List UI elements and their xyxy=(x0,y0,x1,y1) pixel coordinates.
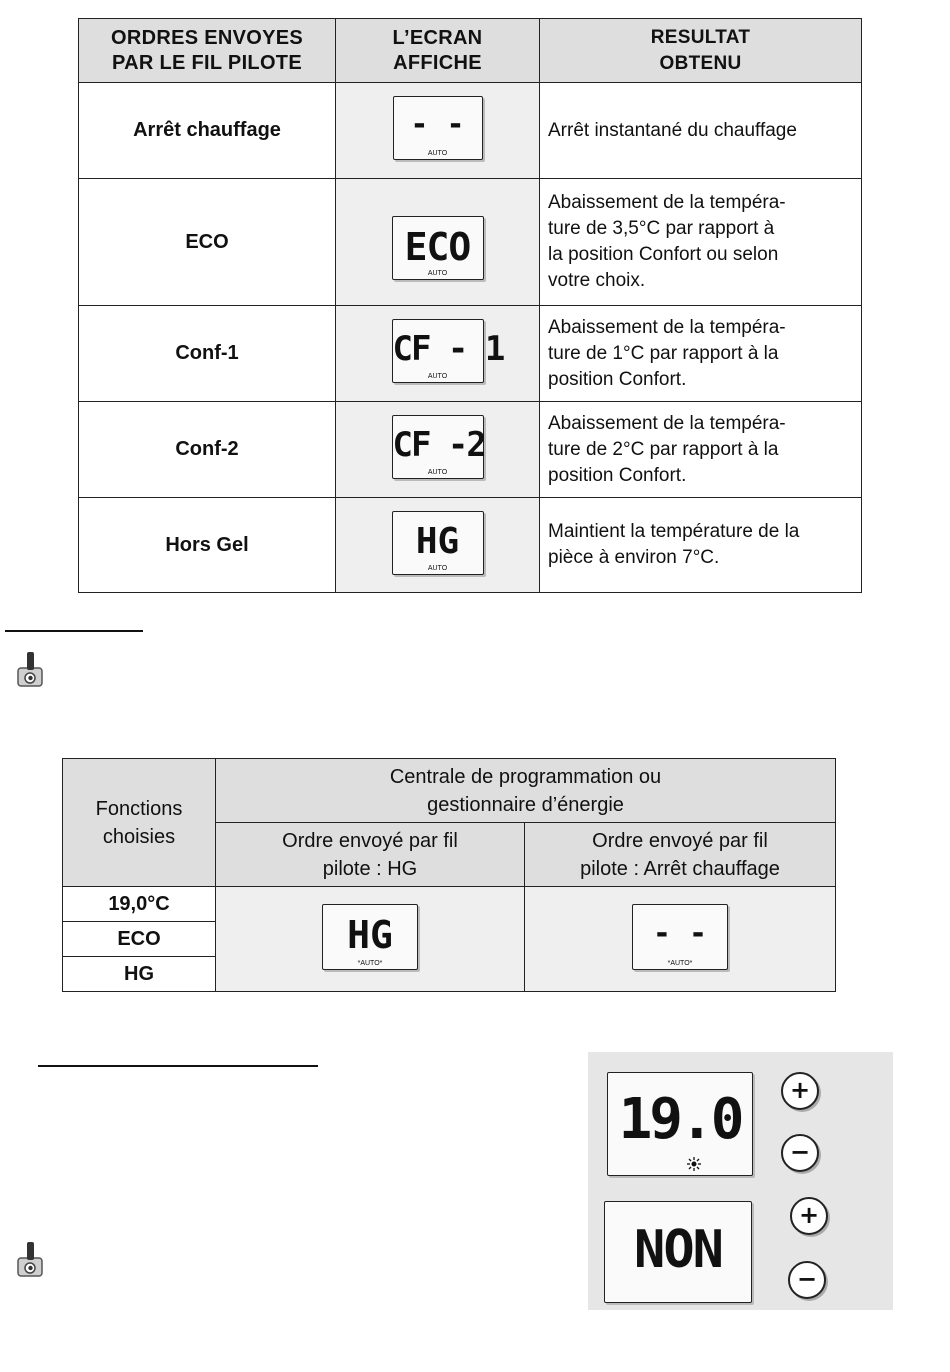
order-label: Arrêt chauffage xyxy=(79,83,336,179)
header-screen: L’ECRAN AFFICHE xyxy=(336,19,540,83)
lcd-auto-label: *AUTO* xyxy=(357,959,383,967)
sun-icon xyxy=(687,1157,701,1171)
functions-table xyxy=(62,758,836,992)
lcd-screen xyxy=(392,511,484,575)
table-row xyxy=(79,83,862,179)
screen-cell xyxy=(336,402,540,498)
thermostat-panel xyxy=(588,1052,893,1310)
table-row xyxy=(79,179,862,306)
function-value: ECO xyxy=(63,922,216,957)
screen-cell xyxy=(216,887,525,992)
lcd-auto-label: *AUTO* xyxy=(667,959,693,967)
section-underline xyxy=(5,630,143,632)
order-label: Conf-1 xyxy=(79,306,336,402)
order-label: ECO xyxy=(79,179,336,306)
lcd-screen xyxy=(322,904,418,970)
lcd-auto-label: AUTO xyxy=(427,373,448,380)
warning-icon xyxy=(16,1240,46,1278)
header-result: RESULTAT OBTENU xyxy=(540,19,862,83)
minus-button[interactable]: − xyxy=(781,1134,819,1172)
order-label: Conf-2 xyxy=(79,402,336,498)
lcd-text: - - xyxy=(652,915,708,951)
result-text: Abaissement de la tempéra- ture de 3,5°C par rapport à la position Confort ou selon votre choix. xyxy=(540,179,862,306)
plus-button[interactable]: + xyxy=(790,1197,828,1235)
header-order-hg: Ordre envoyé par fil pilote : HG xyxy=(216,823,525,887)
lcd-auto-label: AUTO xyxy=(427,564,448,572)
lcd-screen xyxy=(632,904,728,970)
lcd-screen xyxy=(392,415,484,479)
screen-cell xyxy=(336,179,540,306)
lcd-text: HG xyxy=(347,912,393,957)
display-text: 19.0 xyxy=(618,1087,742,1152)
table-row xyxy=(79,498,862,593)
header-programming-unit: Centrale de programmation ou gestionnaire d’énergie xyxy=(216,759,836,823)
screen-cell xyxy=(336,83,540,179)
lcd-screen xyxy=(392,216,484,280)
fil-pilote-orders-table xyxy=(78,18,862,593)
mode-display xyxy=(604,1201,752,1303)
lcd-text: CF - 1 xyxy=(392,329,504,369)
warning-icon xyxy=(16,650,46,688)
lcd-text: HG xyxy=(415,520,460,562)
header-functions: Fonctions choisies xyxy=(63,759,216,887)
lcd-auto-label: AUTO xyxy=(427,150,448,157)
minus-button[interactable]: − xyxy=(788,1261,826,1299)
function-value: 19,0°C xyxy=(63,887,216,922)
screen-cell xyxy=(525,887,836,992)
plus-button[interactable]: + xyxy=(781,1072,819,1110)
lcd-text: CF -2 xyxy=(392,425,485,465)
header-orders: ORDRES ENVOYES PAR LE FIL PILOTE xyxy=(79,19,336,83)
lcd-auto-label: AUTO xyxy=(427,469,448,476)
table-row xyxy=(79,402,862,498)
display-text: NON xyxy=(634,1220,722,1280)
result-text: Arrêt instantané du chauffage xyxy=(540,83,862,179)
table-row xyxy=(79,306,862,402)
result-text: Maintient la température de la pièce à environ 7°C. xyxy=(540,498,862,593)
result-text: Abaissement de la tempéra- ture de 2°C par rapport à la position Confort. xyxy=(540,402,862,498)
lcd-screen xyxy=(393,96,483,160)
header-order-stop: Ordre envoyé par fil pilote : Arrêt chauffage xyxy=(525,823,836,887)
lcd-text: - - xyxy=(410,107,465,142)
order-label: Hors Gel xyxy=(79,498,336,593)
result-text: Abaissement de la tempéra- ture de 1°C par rapport à la position Confort. xyxy=(540,306,862,402)
lcd-auto-label: AUTO xyxy=(427,269,448,277)
function-value: HG xyxy=(63,957,216,992)
lcd-screen xyxy=(392,319,504,383)
screen-cell xyxy=(336,498,540,593)
section-underline xyxy=(38,1065,318,1067)
temperature-display xyxy=(607,1072,753,1176)
lcd-text: ECO xyxy=(404,224,471,269)
screen-cell xyxy=(336,306,540,402)
